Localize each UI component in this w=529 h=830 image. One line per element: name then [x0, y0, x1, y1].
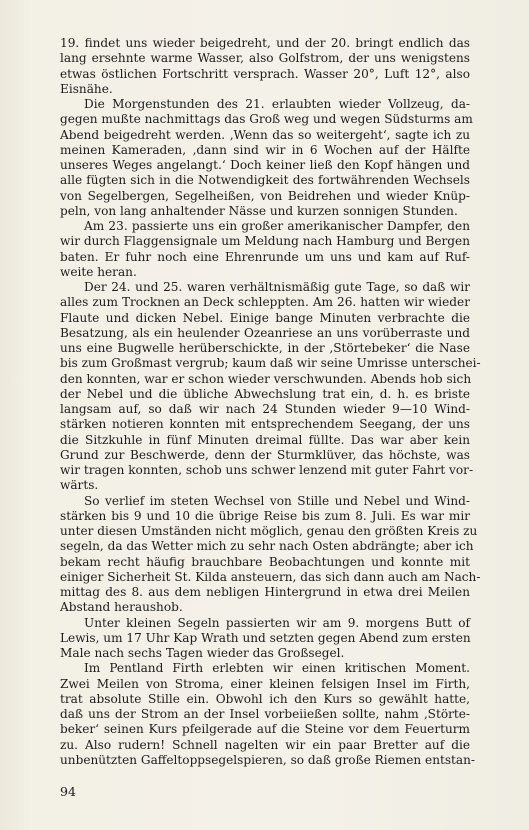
text-line: segeln, da das Wetter mich zu sehr nach Osten abdrängte; aber ich — [60, 539, 474, 554]
text-line: Zwei Meilen von Stroma, einer kleinen felsigen Insel im Firth, — [60, 676, 470, 691]
paragraph — [60, 36, 470, 97]
text-line: meinen Kameraden, ‚dann sind wir in 6 Wochen auf der Hälfte — [60, 142, 470, 157]
text-line: zu. Also rudern! Schnell nagelten wir ein paar Bretter auf die — [60, 737, 470, 752]
text-line: alle fügten sich in die Notwendigkeit des fortwährenden Wechsels — [60, 173, 470, 188]
text-line: unseres Weges angelangt.‘ Doch keiner ließ den Kopf hängen und — [60, 158, 470, 172]
text-line: wir tragen konnten, schob uns schwer lenzend mit guter Fahrt vor- — [60, 463, 474, 477]
text-line: Am 23. passierte uns ein großer amerikanischer Dampfer, den — [84, 219, 470, 233]
text-line: Male nach sechs Tagen wieder das Großsegel. — [60, 646, 345, 660]
text-line: bekam recht häufig brauchbare Beobachtungen und konnte mit — [60, 554, 470, 569]
text-line: den konnten, war er schon wieder verschwunden. Abends hob sich — [60, 371, 472, 386]
body-text — [60, 36, 481, 768]
text-line: Im Pentland Firth erlebten wir einen kritischen Moment. — [84, 661, 470, 676]
text-line: Flaute und dicken Nebel. Einige bange Minuten verbrachte die — [60, 310, 470, 325]
text-line: Der 24. und 25. waren verhältnismäßig gute Tage, so daß wir — [84, 280, 470, 294]
text-line: baten. Er fuhr noch eine Ehrenrunde um uns und kam auf Ruf- — [60, 249, 470, 264]
text-line: unbenützten Gaffeltoppsegelspieren, so daß große Riemen entstan- — [60, 752, 476, 767]
paragraph — [60, 97, 473, 219]
text-line: stärken bis 9 und 10 die übrige Reise bis zum 8. Juli. Es war mir — [60, 508, 470, 523]
text-line: Die Morgenstunden des 21. erlaubten wieder Vollzeug, da- — [84, 97, 470, 111]
paragraph — [60, 280, 481, 494]
text-line: Abend beigedreht werden. ‚Wenn das so weitergeht‘, sagte ich zu — [60, 127, 470, 142]
page-number: 94 — [60, 784, 76, 799]
text-line: daß uns der Strom an der Insel vorbeiießen sollte, nahm ‚Störte- — [60, 707, 470, 721]
text-line: alles zum Trocknen an Deck schleppten. Am 26. hatten wir wieder — [60, 295, 470, 310]
paragraph — [60, 219, 470, 280]
text-line: wir durch Flaggensignale um Meldung nach Hamburg und Bergen — [60, 234, 470, 249]
text-line: der Nebel und die übliche Abwechslung trat ein, d. h. es briste — [60, 386, 470, 401]
text-line: langsam auf, so daß wir nach 24 Stunden wieder 9—10 Wind- — [60, 402, 470, 416]
text-line: lang ersehnte warme Wasser, also Golfstrom, der uns wenigstens — [60, 51, 470, 66]
text-line: gegen mußte nachmittags das Groß weg und wegen Südsturms am — [60, 112, 473, 127]
text-line: einiger Sicherheit St. Kilda ansteuern, das sich dann auch am Nach- — [60, 569, 481, 584]
text-line: unter diesen Umständen nicht möglich, genau den größten Kreis zu — [60, 524, 478, 538]
text-line: Unter kleinen Segeln passierten wir am 9. morgens Butt of — [84, 615, 470, 630]
text-line: beker‘ seinen Kurs pfeilgerade auf die Steine vor dem Feuerturm — [60, 722, 470, 737]
text-line: Besatzung, als ein heulender Ozeanriese an uns vorüberraste und — [60, 325, 470, 340]
paragraph — [60, 616, 470, 662]
paragraph — [60, 493, 481, 616]
text-line: Grund zur Beschwerde, denn der Sturmklüver, das höchste, was — [60, 447, 470, 462]
text-line: etwas östlichen Fortschritt versprach. Wasser 20°, Luft 12°, also — [60, 66, 470, 81]
text-line: uns eine Bugwelle herüberschickte, in der ‚Störtebeker‘ die Nase — [60, 341, 470, 355]
text-line: Eisnähe. — [60, 81, 113, 96]
text-line: trat absolute Stille ein. Obwohl ich den Kurs so gewählt hatte, — [60, 691, 470, 706]
text-line: weite heran. — [60, 264, 137, 279]
text-line: So verlief im steten Wechsel von Stille und Nebel und Wind- — [84, 493, 470, 508]
text-line: von Segelbergen, Segelheißen, von Beidrehen und wieder Knüp- — [60, 188, 470, 203]
text-line: wärts. — [60, 478, 99, 493]
text-line: mittag des 8. aus dem nebligen Hintergrund in etwa drei Meilen — [60, 585, 470, 599]
text-line: Abstand heraushob. — [60, 600, 183, 615]
text-line: die Sitzkuhle in fünf Minuten dreimal füllte. Das war aber kein — [60, 432, 470, 447]
text-line: peln, von lang anhaltender Nässe und kurzen sonnigen Stunden. — [60, 203, 458, 218]
text-line: 19. findet uns wieder beigedreht, und der 20. bringt endlich das — [60, 36, 470, 50]
paragraph — [60, 661, 476, 768]
text-line: Lewis, um 17 Uhr Kap Wrath und setzten gegen Abend zum ersten — [60, 630, 471, 645]
text-line: stärken notieren konnten mit entsprechendem Seegang, der uns — [60, 417, 470, 432]
text-line: bis zum Großmast vergrub; kaum daß wir seine Umrisse unterschei- — [60, 356, 481, 371]
